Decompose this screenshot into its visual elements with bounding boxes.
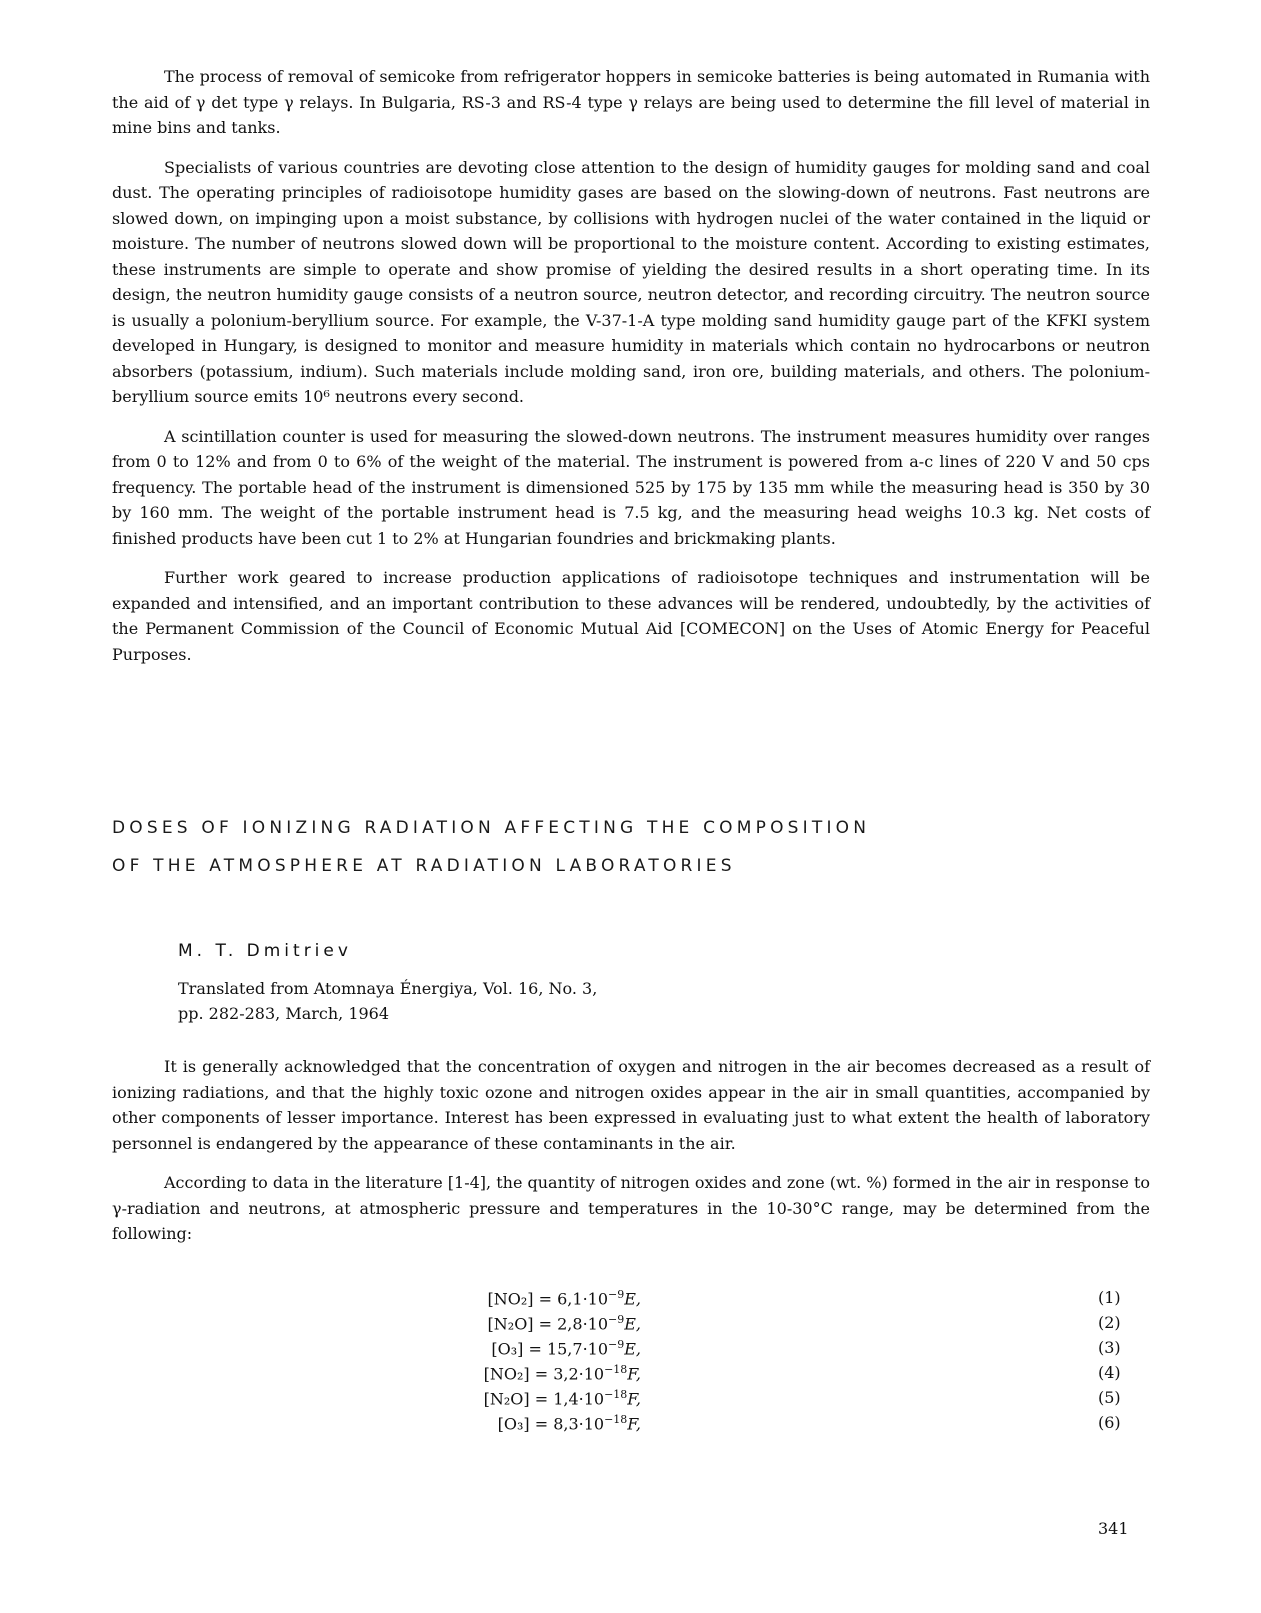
equation-row bbox=[0, 1288, 1261, 1313]
paragraph-semicoke: The process of removal of semicoke from refrigerator hoppers in semicoke batteries is being automated in Rumania with the aid of γ det type γ relays. In Bulgaria, RS-3 and RS-4 type γ relays are being used to determine the fill level of material in mine bins and tanks. bbox=[112, 67, 1150, 137]
equation-row bbox=[0, 1413, 1261, 1438]
article-author: M. T. Dmitriev bbox=[178, 941, 352, 961]
translation-note-line-1: Translated from Atomnaya Énergiya, Vol. 16, No. 3, bbox=[178, 979, 598, 998]
paragraph-scintillation: A scintillation counter is used for measuring the slowed-down neutrons. The instrument measures humidity over ranges from 0 to 12% and from 0 to 6% of the weight of the material. The instrument is powered from a-c lines of 220 V and 50 cps frequency. The portable head of the instrument is dimensioned 525 by 175 by 135 mm while the measuring head is 350 by 30 by 160 mm. The weight of the portable instrument head is 7.5 kg, and the measuring head weighs 10.3 kg. Net costs of finished products have been cut 1 to 2% at Hungarian foundries and brickmaking plants. bbox=[112, 426, 1150, 548]
equation-number: (3) bbox=[1098, 1338, 1121, 1357]
equation-row bbox=[0, 1338, 1261, 1363]
paragraph-humidity-gauges: Specialists of various countries are devoting close attention to the design of humidity gauges for molding sand and coal dust. The operating principles of radioisotope humidity gases are based on the slowing-down of neutrons. Fast neutrons are slowed down, on impinging upon a moist substance, by collisions with hydrogen nuclei of the water contained in the liquid or moisture. The number of neutrons slowed down will be proportional to the moisture content. According to existing estimates, these instruments are simple to operate and show promise of yielding the desired results in a short operating time. In its design, the neutron humidity gauge consists of a neutron source, neutron detector, and recording circuitry. The neutron source is usually a polonium-beryllium source. For example, the V-37-1-A type molding sand humidity gauge part of the KFKI system developed in Hungary, is designed to monitor and measure humidity in materials which contain no hydrocarbons or neutron absorbers (potassium, indium). Such materials include molding sand, iron ore, building materials, and others. The polonium-beryllium source emits 10⁶ neutrons every second. bbox=[112, 157, 1150, 406]
translation-note bbox=[178, 976, 597, 1026]
equation-number: (6) bbox=[1098, 1413, 1121, 1432]
page-number: 341 bbox=[1098, 1519, 1129, 1538]
equation-formula: $[N_2O] = 2,8\cdot 10^{-9}E$, bbox=[487, 1313, 641, 1334]
equation-formula: $[N_2O] = 1,4\cdot 10^{-18}F$, bbox=[483, 1388, 641, 1409]
paragraph-comecon: Further work geared to increase production applications of radioisotope techniques and instrumentation will be expanded and intensified, and an important contribution to these advances will be rendered, undoubtedly, by the activities of the Permanent Commission of the Council of Economic Mutual Aid [COMECON] on the Uses of Atomic Energy for Peaceful Purposes. bbox=[112, 568, 1150, 664]
paragraph-contaminants: It is generally acknowledged that the concentration of oxygen and nitrogen in the air becomes decreased as a result of ionizing radiations, and that the highly toxic ozone and nitrogen oxides appear in the air in small quantities, accompanied by other components of lesser importance. Interest has been expressed in evaluating just to what extent the health of laboratory personnel is endangered by the appearance of these contaminants in the air. bbox=[112, 1057, 1150, 1153]
equation-formula: $[NO_2] = 6,1\cdot 10^{-9}E$, bbox=[487, 1288, 641, 1309]
equation-row bbox=[0, 1363, 1261, 1388]
equation-formula: $[O_3] = 15,7\cdot 10^{-9}E$, bbox=[491, 1338, 641, 1359]
equation-formula: $[O_3] = 8,3\cdot 10^{-18}F$, bbox=[497, 1413, 641, 1434]
equation-row bbox=[0, 1313, 1261, 1338]
equation-row bbox=[0, 1388, 1261, 1413]
equation-list bbox=[0, 1288, 1261, 1438]
article-title-line-2: OF THE ATMOSPHERE AT RADIATION LABORATORIES bbox=[112, 856, 736, 876]
equation-number: (4) bbox=[1098, 1363, 1121, 1382]
translation-note-line-2: pp. 282-283, March, 1964 bbox=[178, 1004, 390, 1023]
bottom-text-block bbox=[112, 1054, 1150, 1261]
paragraph-literature: According to data in the literature [1-4], the quantity of nitrogen oxides and zone (wt. %) formed in the air in response to γ-radiation and neutrons, at atmospheric pressure and temperatures in the 10-30°C range, may be determined from the following: bbox=[112, 1173, 1151, 1243]
equation-number: (2) bbox=[1098, 1313, 1121, 1332]
top-text-block bbox=[112, 64, 1150, 681]
equation-number: (5) bbox=[1098, 1388, 1121, 1407]
article-title-line-1: DOSES OF IONIZING RADIATION AFFECTING THE COMPOSITION bbox=[112, 818, 871, 838]
equation-formula: $[NO_2] = 3,2\cdot 10^{-18}F$, bbox=[483, 1363, 641, 1384]
equation-number: (1) bbox=[1098, 1288, 1121, 1307]
